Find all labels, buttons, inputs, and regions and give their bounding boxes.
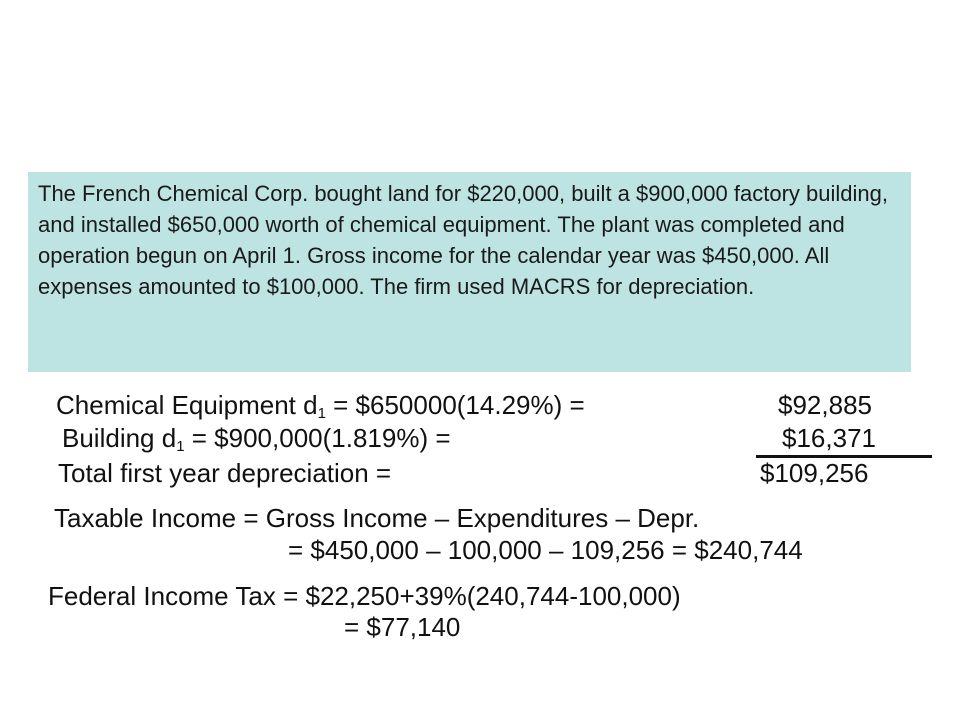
building-depreciation-value: $16,371 bbox=[782, 423, 876, 453]
problem-statement-box bbox=[28, 172, 911, 372]
equipment-label-pre: Chemical Equipment d bbox=[56, 390, 318, 420]
total-depreciation-value: $109,256 bbox=[760, 458, 869, 488]
federal-income-tax-result: = $77,140 bbox=[344, 612, 461, 642]
building-label-pre: Building d bbox=[62, 423, 177, 453]
building-label-post: = $900,000(1.819%) = bbox=[184, 423, 451, 453]
problem-statement-text: The French Chemical Corp. bought land for $220,000, built a $900,000 factory building, and installed $650,000 worth of chemical equipment. The plant was completed and operation begun on April 1. Gross income for the calendar year was $450,000. All expenses amounted to $100,000. The firm used MACRS for depreciation. bbox=[38, 181, 888, 299]
total-depreciation-label: Total first year depreciation = bbox=[58, 458, 392, 488]
building-subscript: 1 bbox=[176, 438, 185, 455]
equipment-depreciation-value: $92,885 bbox=[778, 390, 872, 420]
taxable-income-calculation: = $450,000 – 100,000 – 109,256 = $240,744 bbox=[288, 535, 803, 565]
equipment-label-post: = $650000(14.29%) = bbox=[325, 390, 585, 420]
taxable-income-line: Taxable Income = Gross Income – Expenditures – Depr. bbox=[54, 503, 700, 533]
building-depreciation-label bbox=[62, 423, 451, 453]
equipment-subscript: 1 bbox=[317, 405, 326, 422]
federal-income-tax-line: Federal Income Tax = $22,250+39%(240,744-100,000) bbox=[48, 581, 681, 611]
equipment-depreciation-label bbox=[56, 390, 585, 420]
